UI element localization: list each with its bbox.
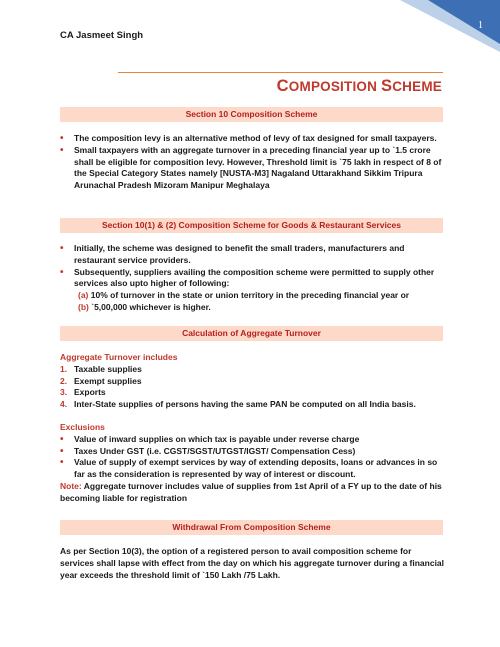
section2-content	[60, 243, 445, 314]
list-item: • Value of inward supplies on which tax is payable under reverse charge	[60, 434, 445, 446]
list-item: • Subsequently, suppliers availing the composition scheme were permitted to supply other services also upto higher of following:	[60, 267, 445, 291]
withdrawal-paragraph: As per Section 10(3), the option of a registered person to avail composition scheme for services shall lapse with effect from the day on which his aggregate turnover during a financial year exceeds the threshold limit of `150 Lakh /75 Lakh.	[60, 546, 445, 580]
list-item: 3. Exports	[60, 387, 106, 398]
page-corner-decoration	[400, 0, 500, 52]
section-banner-goods-restaurant: Section 10(1) & (2) Composition Scheme for Goods & Restaurant Services	[60, 218, 443, 233]
title-rule	[118, 72, 443, 73]
page-number: 1	[478, 20, 483, 31]
list-item: 4. Inter-State supplies of persons having the same PAN be computed on all India basis.	[60, 399, 416, 410]
note: Note: Aggregate turnover includes value of supplies from 1st April of a FY up to the date of his becoming liable for registration	[60, 480, 442, 503]
list-item: • Initially, the scheme was designed to benefit the small traders, manufacturers and restaurant service providers.	[60, 243, 445, 267]
list-item: 1. Taxable supplies	[60, 363, 142, 374]
section3-content	[60, 352, 445, 505]
list-item: • Small taxpayers with an aggregate turnover in a preceding financial year up to `1.5 crore shall be eligible for composition levy. However, Threshold limit is `75 lakh in respect of 8 of the Special Category States namely [NUSTA-M3] Nagaland Uttarakhand Sikkim Tripura Arunachal Pradesh Mizoram Manipur Meghalaya	[60, 145, 445, 192]
list-item: • Value of supply of exempt services by way of extending deposits, loans or advances in so far as the consideration is represented by way of interest or discount.	[60, 457, 445, 481]
section-banner-withdrawal: Withdrawal From Composition Scheme	[60, 520, 443, 535]
includes-heading: Aggregate Turnover includes	[60, 352, 178, 362]
page-title: COMPOSITION SCHEME	[276, 77, 442, 95]
section-banner-aggregate-turnover: Calculation of Aggregate Turnover	[60, 326, 443, 341]
section-banner-composition: Section 10 Composition Scheme	[60, 107, 443, 122]
author-name: CA Jasmeet Singh	[60, 30, 144, 41]
list-item: 2. Exempt supplies	[60, 375, 142, 386]
list-item: • Taxes Under GST (i.e. CGST/SGST/UTGST/IGST/ Compensation Cess)	[60, 446, 445, 458]
sub-item: (a) 10% of turnover in the state or union territory in the preceding financial year or	[78, 290, 410, 301]
sub-item: (b) `5,00,000 whichever is higher.	[78, 301, 211, 312]
exclusions-heading: Exclusions	[60, 421, 105, 432]
list-item: • The composition levy is an alternative method of levy of tax designed for small taxpayers.	[60, 133, 445, 145]
section1-content	[60, 133, 445, 192]
